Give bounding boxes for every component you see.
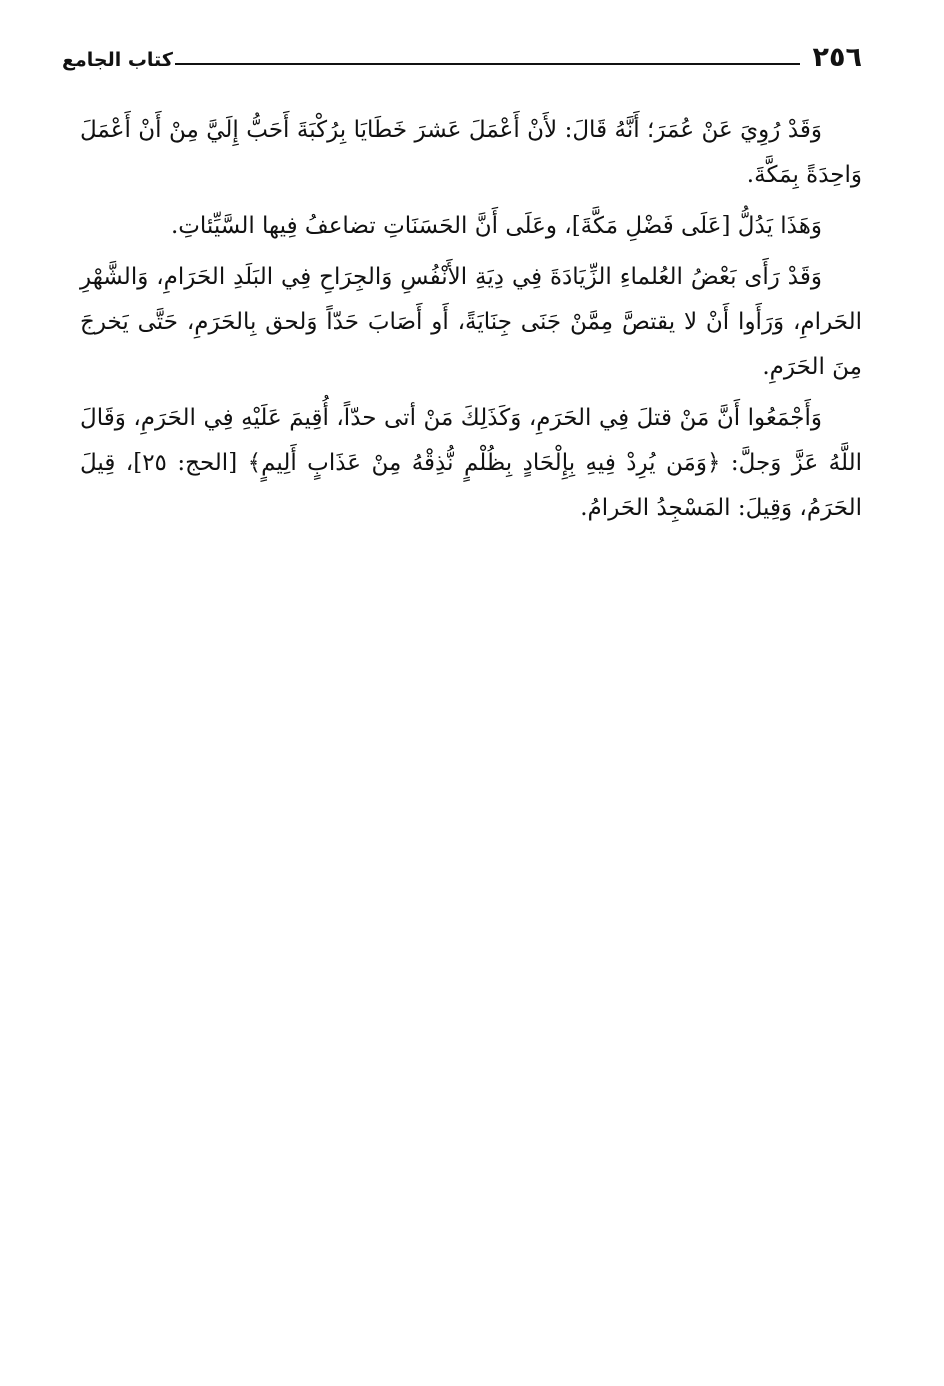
paragraph-4: وَأَجْمَعُوا أَنَّ مَنْ قتلَ فِي الحَرَمِ، وَكَذَلِكَ مَنْ أتى حدّاً، أُقِيمَ عَلَيْهِ فِي الحَرَمِ، وَقَالَ اللَّهُ عَزَّ وَجلَّ: ﴿وَمَن يُرِدْ فِيهِ بِإِلْحَادٍ بِظُلْمٍ نُّذِقْهُ مِنْ عَذَابٍ أَلِيمٍ﴾ [الحج: ٢٥]، قِيلَ الحَرَمُ، وَقِيلَ: المَسْجِدُ الحَرامُ. bbox=[80, 405, 863, 521]
paragraph-3: وَقَدْ رَأَى بَعْضُ العُلماءِ الزِّيَادَةَ فِي دِيَةِ الأَنْفُسِ وَالجِرَاحِ فِي البَلَدِ الحَرَامِ، وَالشَّهْرِ الحَرامِ، وَرَأَوا أَنْ لا يقتصَّ مِمَّنْ جَنَى جِنَايَةً، أَو أَصَابَ حَدّاً وَلحق بِالحَرَمِ، حَتَّى يَخرجَ مِنَ الحَرَمِ. bbox=[80, 264, 862, 380]
paragraph-2: وَهَذَا يَدُلُّ [عَلَى فَضْلِ مَكَّةَ]، وعَلَى أَنَّ الحَسَنَاتِ تضاعفُ فِيها السَّيِّئاتِ. bbox=[170, 213, 822, 239]
header-rule bbox=[175, 63, 800, 65]
body-text bbox=[80, 108, 862, 537]
page-header bbox=[62, 38, 862, 78]
running-title: كتاب الجامع bbox=[62, 49, 173, 71]
paragraph-1: وَقَدْ رُوِيَ عَنْ عُمَرَ؛ أَنَّهُ قَالَ: لأَنْ أَعْمَلَ عَشرَ خَطَايَا بِرُكْبَةَ أَحَبُّ إِلَيَّ مِنْ أَنْ أَعْمَلَ وَاحِدَةً بِمَكَّةَ. bbox=[80, 117, 862, 188]
page-number: ٢٥٦ bbox=[812, 42, 862, 73]
